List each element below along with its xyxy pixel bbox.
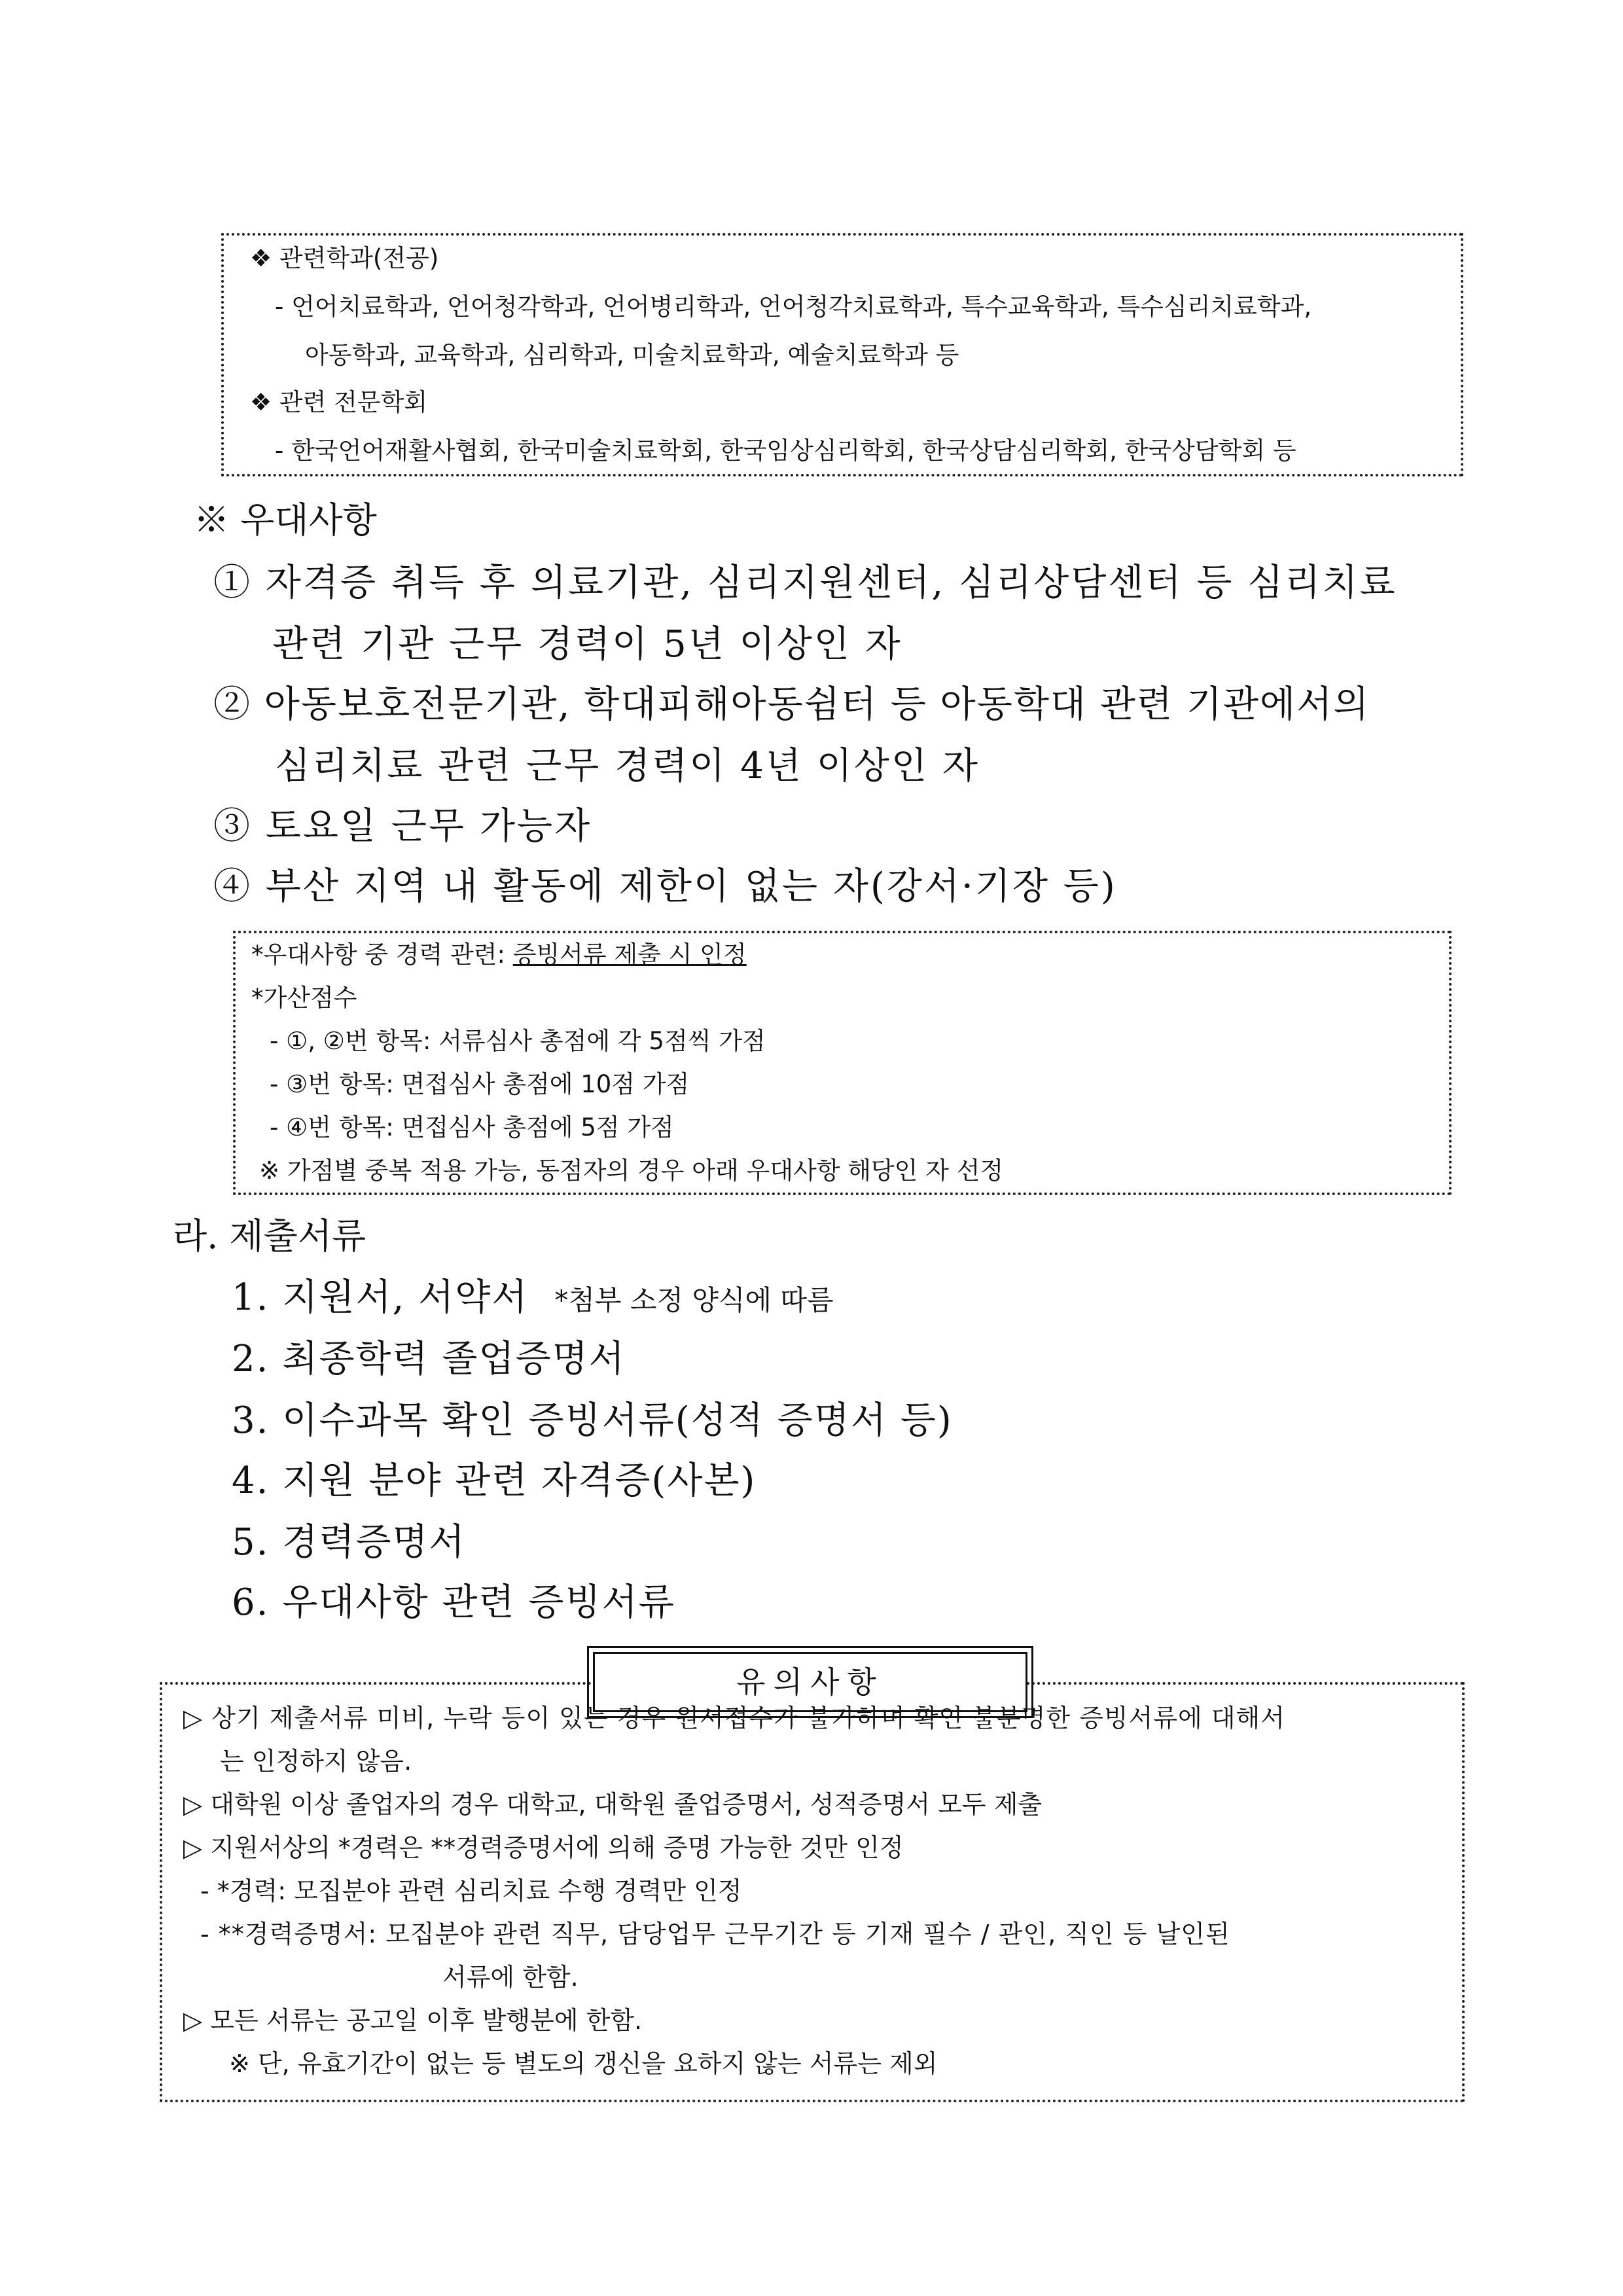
bonus-career-underlined: 증빙서류 제출 시 인정 xyxy=(512,941,747,969)
related-societies-heading: ❖ 관련 전문학회 xyxy=(250,388,428,416)
document-1-label: 1. 지원서, 서약서 xyxy=(232,1276,529,1319)
documents-title: 라. 제출서류 xyxy=(173,1215,366,1257)
document-1-note: *첨부 소정 양식에 따름 xyxy=(554,1284,834,1316)
bonus-points-note: ※ 가점별 중복 적용 가능, 동점자의 경우 아래 우대사항 해당인 자 선정 xyxy=(259,1157,1004,1185)
preference-4: ④ 부산 지역 내 활동에 제한이 없는 자(강서·기장 등) xyxy=(213,865,1117,908)
bonus-career-label: *우대사항 중 경력 관련: xyxy=(251,941,513,969)
related-societies-line: - 한국언어재활사협회, 한국미술치료학회, 한국임상심리학회, 한국상담심리학회, 한국상담학회 등 xyxy=(275,437,1296,465)
notice-5-line-2: 서류에 한함. xyxy=(442,1963,579,1992)
document-6: 6. 우대사항 관련 증빙서류 xyxy=(232,1581,675,1624)
notice-1-line-1: ▷ 상기 제출서류 미비, 누락 등이 있는 경우 원서접수가 불가하며 확인 불분명한 증빙서류에 대해서 xyxy=(183,1704,1285,1732)
notice-7: ※ 단, 유효기간이 없는 등 별도의 갱신을 요하지 않는 서류는 제외 xyxy=(229,2049,938,2078)
notice-3: ▷ 지원서상의 *경력은 **경력증명서에 의해 증명 가능한 것만 인정 xyxy=(183,1833,904,1862)
bonus-career-note xyxy=(251,935,747,970)
bonus-points-heading: *가산점수 xyxy=(251,984,357,1012)
document-5: 5. 경력증명서 xyxy=(232,1521,466,1564)
preference-2-line-2: 심리치료 관련 근무 경력이 4년 이상인 자 xyxy=(275,745,980,787)
related-majors-heading: ❖ 관련학과(전공) xyxy=(250,244,439,272)
document-2: 2. 최종학력 졸업증명서 xyxy=(232,1338,626,1380)
notice-title: 유의사항 xyxy=(593,1652,1027,1712)
notice-1-line-2: 는 인정하지 않음. xyxy=(220,1747,412,1776)
bonus-points-line-3: - ④번 항목: 면접심사 총점에 5점 가점 xyxy=(270,1113,674,1141)
bonus-points-line-1: - ①, ②번 항목: 서류심사 총점에 각 5점씩 가점 xyxy=(270,1027,766,1055)
preferences-title: ※ 우대사항 xyxy=(194,499,377,541)
preference-3: ③ 토요일 근무 가능자 xyxy=(213,805,592,848)
notice-4: - *경력: 모집분야 관련 심리치료 수행 경력만 인정 xyxy=(200,1876,742,1905)
bonus-points-line-2: - ③번 항목: 면접심사 총점에 10점 가점 xyxy=(270,1070,690,1098)
document-1 xyxy=(232,1268,834,1321)
document-3: 3. 이수과목 확인 증빙서류(성적 증명서 등) xyxy=(232,1399,953,1442)
notice-5-line-1: - **경력증명서: 모집분야 관련 직무, 담당업무 근무기간 등 기재 필수 / 관인, 직인 등 날인된 xyxy=(200,1920,1230,1948)
preference-2-line-1: ② 아동보호전문기관, 학대피해아동쉼터 등 아동학대 관련 기관에서의 xyxy=(213,683,1370,726)
preference-1-line-2: 관련 기관 근무 경력이 5년 이상인 자 xyxy=(272,623,902,666)
related-majors-line-2: 아동학과, 교육학과, 심리학과, 미술치료학과, 예술치료학과 등 xyxy=(305,341,959,369)
related-majors-line-1: - 언어치료학과, 언어청각학과, 언어병리학과, 언어청각치료학과, 특수교육학과, 특수심리치료학과, xyxy=(275,293,1312,321)
preference-1-line-1: ① 자격증 취득 후 의료기관, 심리지원센터, 심리상담센터 등 심리치료 xyxy=(213,562,1397,604)
notice-2: ▷ 대학원 이상 졸업자의 경우 대학교, 대학원 졸업증명서, 성적증명서 모두 제출 xyxy=(183,1790,1043,1819)
notice-6: ▷ 모든 서류는 공고일 이후 발행분에 한함. xyxy=(183,2006,643,2035)
document-4: 4. 지원 분야 관련 자격증(사본) xyxy=(232,1460,757,1502)
